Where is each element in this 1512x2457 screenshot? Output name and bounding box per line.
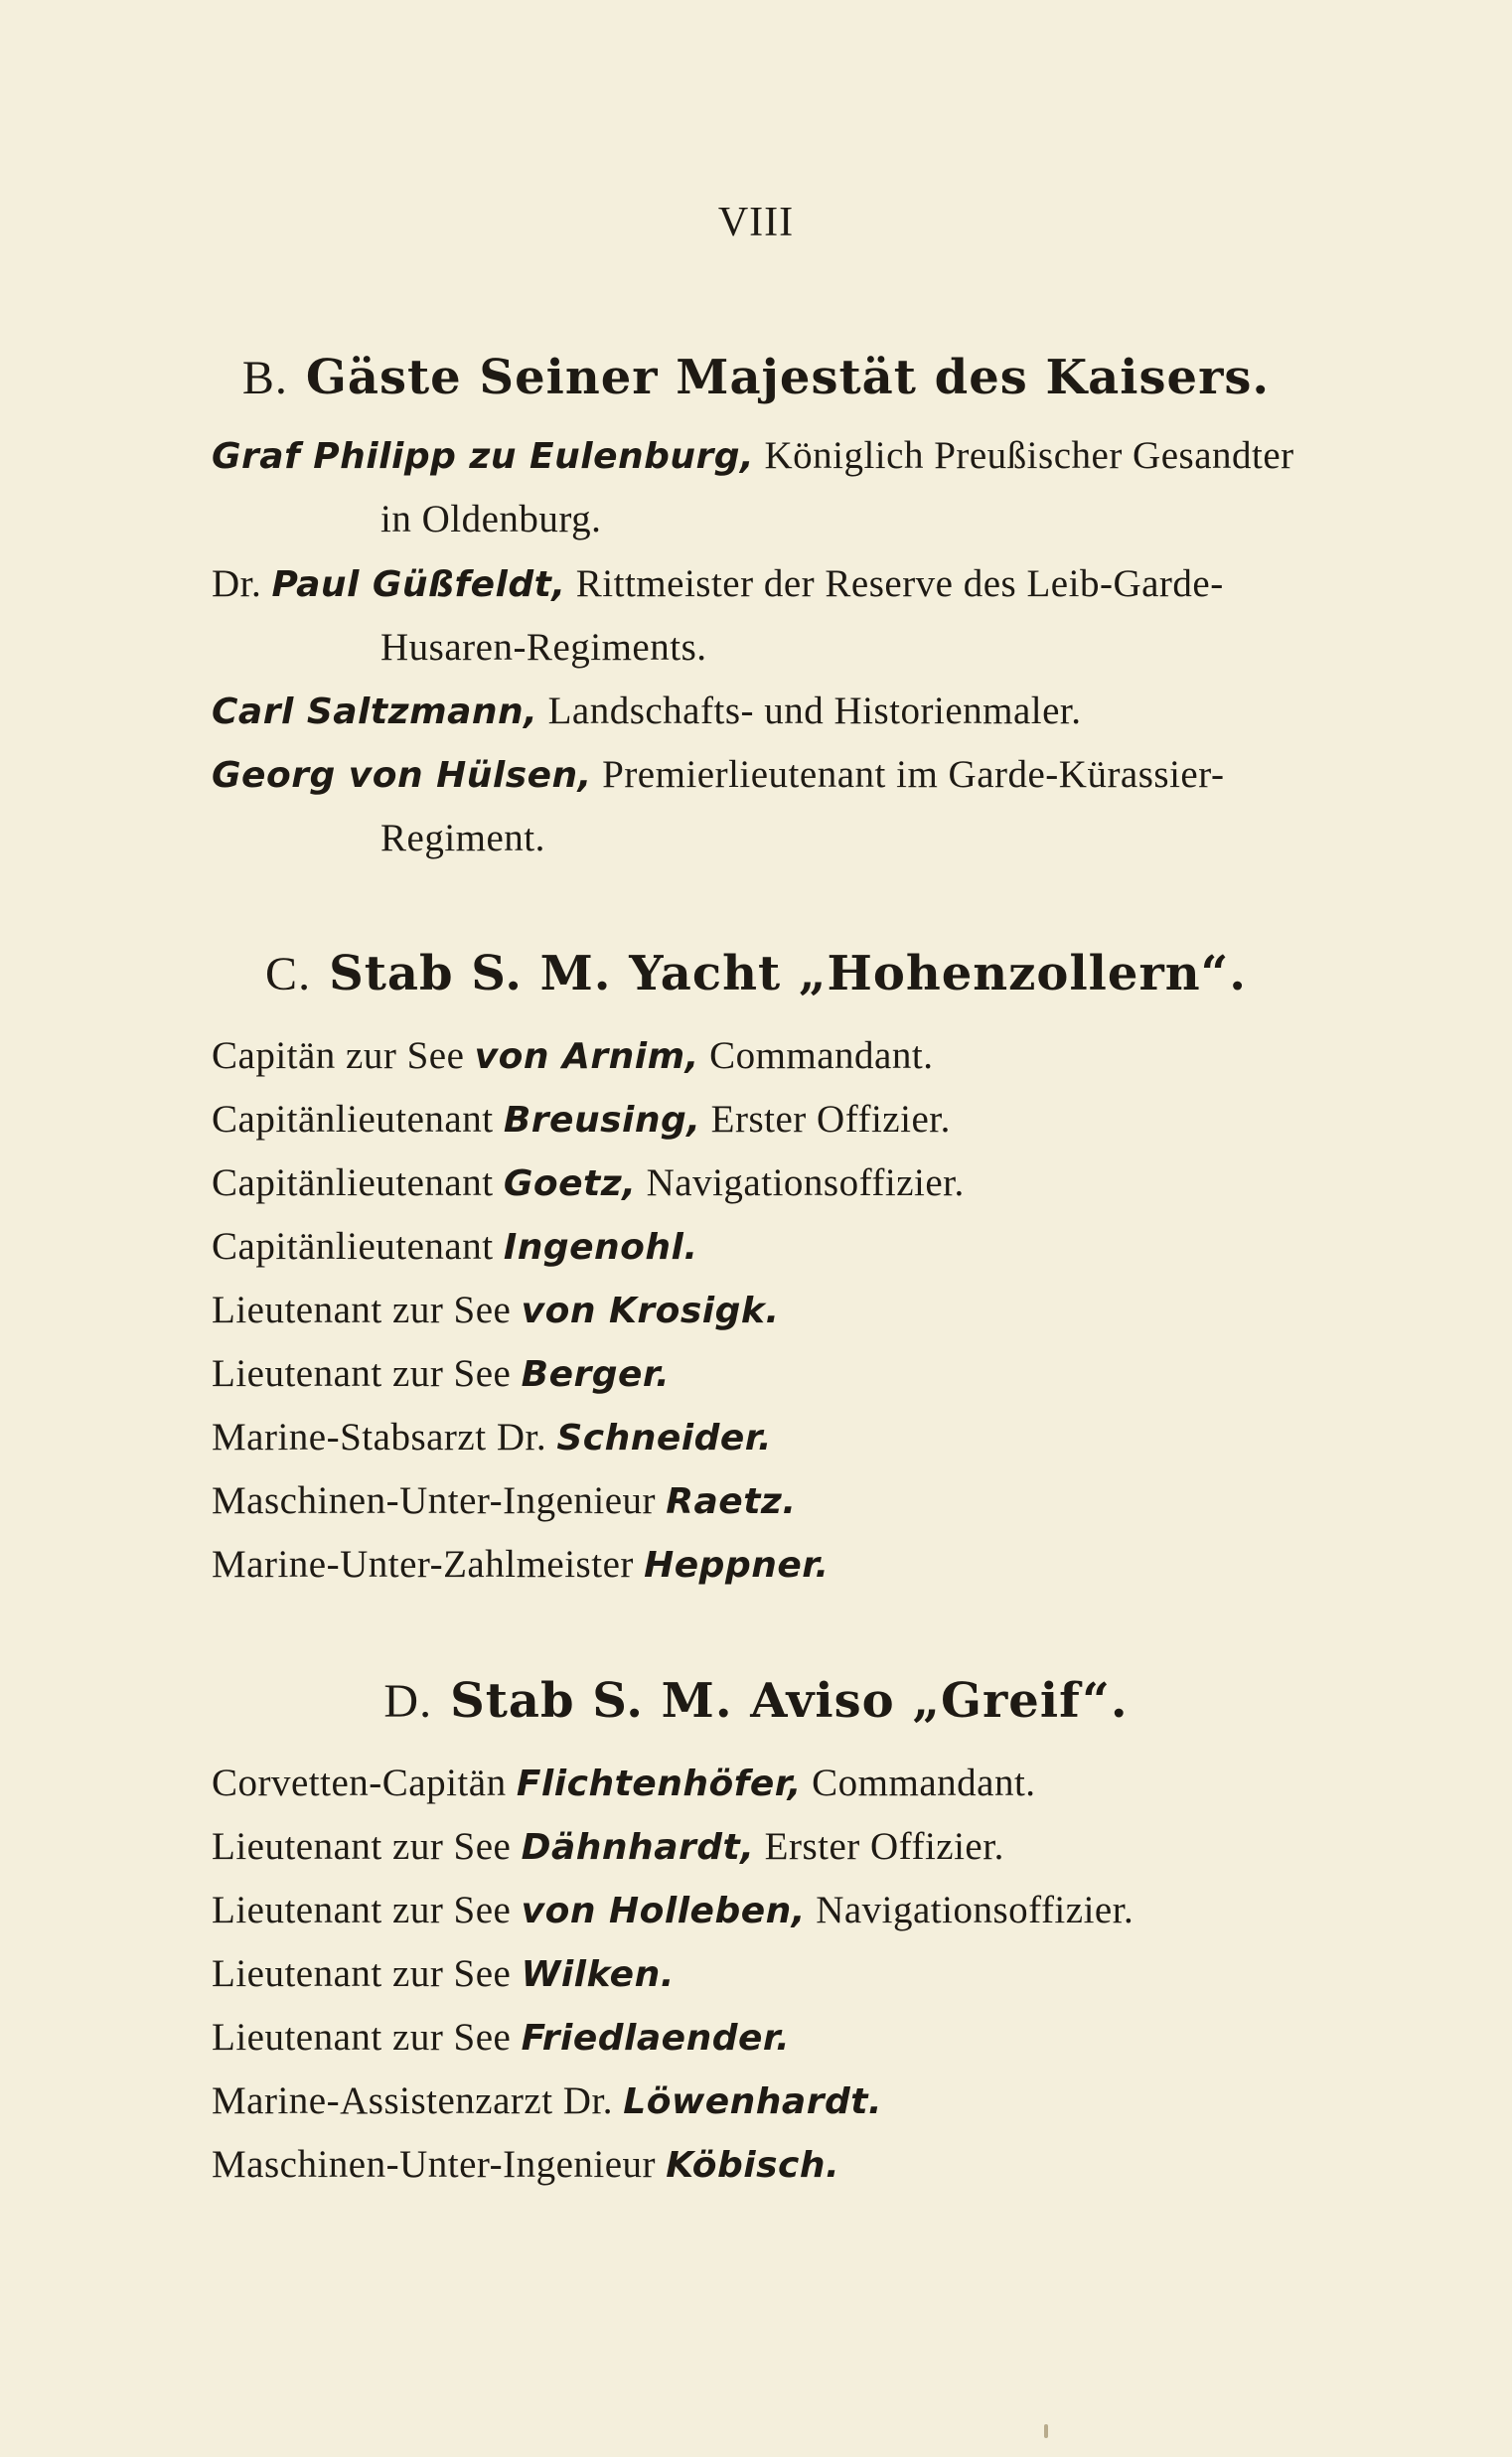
entry-prefix: Lieutenant zur See [212,1889,522,1931]
entry-prefix: Lieutenant zur See [212,1825,522,1868]
list-item [212,2015,790,2060]
list-item [212,1761,1036,1805]
person-name: Wilken. [521,1954,675,1995]
entry-prefix: Capitänlieutenant [212,1161,504,1204]
section-title: Stab S. M. Aviso „Greif“. [450,1673,1129,1729]
person-name: Schneider. [556,1418,773,1459]
section-letter: B. [241,352,288,404]
list-item-continuation: Husaren-Regiments. [380,626,707,669]
person-name: Goetz, [503,1163,637,1204]
list-item [212,1097,951,1142]
entry-prefix: Lieutenant zur See [212,1952,522,1995]
entry-prefix: Capitän zur See [212,1034,475,1077]
entry-text: Rittmeister der Reserve des Leib-Garde- [565,562,1224,605]
entry-prefix: Maschinen-Unter-Ingenieur [212,2143,667,2186]
person-name: Raetz. [666,1481,797,1522]
list-item [212,2142,839,2187]
entry-text: Erster Offizier. [700,1098,951,1141]
person-name: Dähnhardt, [521,1827,755,1868]
person-name: Graf Philipp zu Eulenburg, [212,436,755,477]
list-item-continuation: in Oldenburg. [380,498,602,540]
entry-prefix: Lieutenant zur See [212,2016,522,2059]
paper-speck [1044,2424,1048,2438]
section-letter: C. [265,948,312,1000]
list-item [212,1824,1004,1869]
section-heading-c [0,946,1512,1001]
person-name: Köbisch. [666,2145,840,2186]
section-title: Stab S. M. Yacht „Hohenzollern“. [329,946,1247,1001]
entry-prefix: Corvetten-Capitän [212,1762,517,1804]
person-name: Paul Güßfeldt, [271,564,566,605]
list-item [212,1224,698,1269]
list-item [212,561,1224,606]
person-name: Berger. [521,1354,671,1395]
entry-text: Navigationsoffizier. [636,1161,965,1204]
entry-text: Premierlieutenant im Garde-Kürassier- [591,753,1225,796]
person-name: Ingenohl. [503,1227,698,1268]
list-item [212,1288,780,1332]
entry-prefix: Marine-Stabsarzt Dr. [212,1416,557,1459]
page-number: VIII [717,200,795,245]
list-item [212,689,1082,733]
entry-text: Navigationsoffizier. [805,1889,1134,1931]
entry-text: Landschafts- und Historienmaler. [537,690,1082,732]
section-title: Gäste Seiner Majestät des Kaisers. [305,350,1271,405]
person-name: Georg von Hülsen, [212,755,592,796]
entry-prefix: Capitänlieutenant [212,1225,504,1268]
list-item [212,1888,1134,1932]
list-item [212,1033,933,1078]
person-name: Carl Saltzmann, [212,691,538,732]
entry-prefix: Lieutenant zur See [212,1289,522,1331]
person-name: von Krosigk. [521,1291,780,1331]
list-item [212,1542,830,1587]
person-name: Breusing, [503,1100,701,1141]
list-item [212,1351,670,1396]
entry-text: Commandant. [801,1762,1036,1804]
section-letter: D. [383,1675,433,1728]
list-item [212,2078,882,2123]
entry-text: Erster Offizier. [754,1825,1004,1868]
list-item-continuation: Regiment. [380,817,545,859]
entry-text: Commandant. [698,1034,934,1077]
person-name: Löwenhardt. [623,2081,883,2122]
entry-prefix: Maschinen-Unter-Ingenieur [212,1479,667,1522]
person-name: Flichtenhöfer, [516,1764,802,1804]
person-name: von Holleben, [521,1891,806,1931]
person-name: Friedlaender. [521,2018,791,2059]
list-item [212,1478,797,1523]
entry-prefix: Marine-Assistenzarzt Dr. [212,2079,624,2122]
section-heading-b [0,350,1512,405]
entry-prefix: Marine-Unter-Zahlmeister [212,1543,645,1586]
section-heading-d [0,1673,1512,1729]
entry-prefix: Dr. [212,562,272,605]
person-name: von Arnim, [474,1036,699,1077]
person-name: Heppner. [644,1545,830,1586]
list-item [212,1951,675,1996]
list-item [212,752,1224,797]
entry-prefix: Capitänlieutenant [212,1098,504,1141]
entry-text: Königlich Preußischer Gesandter [754,434,1294,477]
list-item [212,1160,965,1205]
entry-prefix: Lieutenant zur See [212,1352,522,1395]
list-item [212,433,1294,478]
list-item [212,1415,772,1459]
